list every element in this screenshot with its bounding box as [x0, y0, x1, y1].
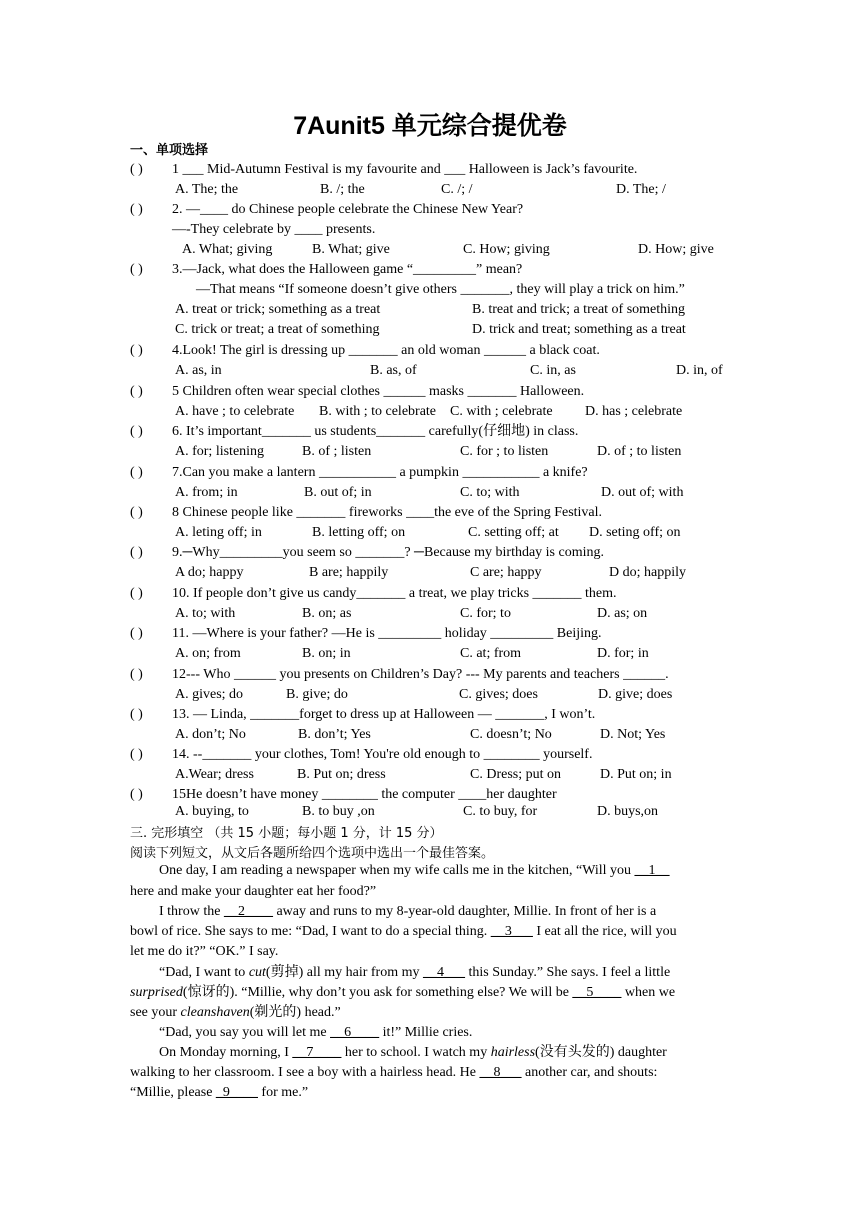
- question-subline: —-They celebrate by ____ presents.: [172, 222, 376, 237]
- option-a[interactable]: A. don’t; No: [175, 727, 246, 742]
- option-a[interactable]: A.Wear; dress: [175, 767, 254, 782]
- option-b[interactable]: B. with ; to celebrate: [319, 404, 437, 419]
- question-row: [0, 624, 860, 644]
- option-c[interactable]: C. for ; to listen: [460, 444, 549, 459]
- question-text: 14. --_______ your clothes, Tom! You're old enough to ________ yourself.: [172, 747, 593, 762]
- question-text: 7.Can you make a lantern ___________ a pumpkin ___________ a knife?: [172, 465, 588, 480]
- option-c[interactable]: C. How; giving: [463, 242, 550, 257]
- question-text: 13. — Linda, _______forget to dress up at Halloween — _______, I won’t.: [172, 707, 596, 722]
- answer-bracket[interactable]: ( ): [130, 667, 143, 682]
- question-row: [0, 543, 860, 563]
- option-d[interactable]: D. buys,on: [597, 804, 659, 819]
- question-text: 3.—Jack, what does the Halloween game “_________” mean?: [172, 262, 523, 277]
- section-heading-single-choice: 一、单项选择: [130, 143, 209, 158]
- passage-line: walking to her classroom. I see a boy with a hairless head. He __8___ another car, and shouts:: [130, 1065, 658, 1080]
- option-a[interactable]: A. treat or trick; something as a treat: [175, 302, 381, 317]
- blank: __5____: [572, 985, 622, 1000]
- passage-line: One day, I am reading a newspaper when my wife calls me in the kitchen, “Will you __1__: [159, 863, 670, 878]
- option-a[interactable]: A. buying, to: [175, 804, 249, 819]
- question-row: [0, 260, 860, 280]
- passage-line: bowl of rice. She says to me: “Dad, I want to do a special thing. __3___ I eat all the rice, will you: [130, 924, 677, 939]
- answer-bracket[interactable]: ( ): [130, 707, 143, 722]
- blank: _9____: [215, 1085, 258, 1100]
- option-d[interactable]: D. for; in: [597, 646, 649, 661]
- question-text: 10. If people don’t give us candy_______ a treat, we play tricks _______ them.: [172, 586, 617, 601]
- option-c[interactable]: C. Dress; put on: [470, 767, 561, 782]
- option-b[interactable]: B. to buy ,on: [302, 804, 375, 819]
- question-row: [0, 503, 860, 523]
- passage-line: see your cleanshaven(剃光的) head.”: [130, 1005, 341, 1020]
- answer-bracket[interactable]: ( ): [130, 262, 143, 277]
- option-a[interactable]: A. The; the: [175, 182, 239, 197]
- question-row: [0, 745, 860, 765]
- option-b[interactable]: B. on; in: [302, 646, 351, 661]
- option-c[interactable]: C are; happy: [470, 565, 542, 580]
- option-a[interactable]: A. What; giving: [182, 242, 273, 257]
- option-c[interactable]: C. setting off; at: [468, 525, 559, 540]
- option-b[interactable]: B. don’t; Yes: [298, 727, 371, 742]
- option-b[interactable]: B. letting off; on: [312, 525, 406, 540]
- question-row: [0, 665, 860, 685]
- option-a[interactable]: A. leting off; in: [175, 525, 262, 540]
- question-subline: —That means “If someone doesn’t give others _______, they will play a trick on him.”: [196, 282, 685, 297]
- answer-bracket[interactable]: ( ): [130, 343, 143, 358]
- option-a[interactable]: A. to; with: [175, 606, 236, 621]
- option-b[interactable]: B. treat and trick; a treat of something: [472, 302, 686, 317]
- blank: __3___: [490, 924, 533, 939]
- question-row: [0, 382, 860, 402]
- answer-bracket[interactable]: ( ): [130, 747, 143, 762]
- question-row: [0, 422, 860, 442]
- question-text: 6. It’s important_______ us students_______ carefully(仔细地) in class.: [172, 424, 579, 439]
- option-d[interactable]: D. give; does: [598, 687, 673, 702]
- passage-line: I throw the __2____ away and runs to my 8-year-old daughter, Millie. In front of her is a: [159, 904, 657, 919]
- question-text: 8 Chinese people like _______ fireworks ____the eve of the Spring Festival.: [172, 505, 603, 520]
- question-text: 4.Look! The girl is dressing up _______ an old woman ______ a black coat.: [172, 343, 600, 358]
- option-b[interactable]: B. /; the: [320, 182, 365, 197]
- option-d[interactable]: D. Not; Yes: [600, 727, 666, 742]
- option-a[interactable]: A. gives; do: [175, 687, 244, 702]
- question-row: [0, 200, 860, 220]
- answer-bracket[interactable]: ( ): [130, 505, 143, 520]
- option-b[interactable]: B. as, of: [370, 363, 417, 378]
- option-d[interactable]: D. out of; with: [601, 485, 684, 500]
- passage-line: “Dad, I want to cut(剪掉) all my hair from my __4___ this Sunday.” She says. I feel a little: [159, 965, 671, 980]
- question-row: [0, 705, 860, 725]
- blank: __4___: [423, 965, 466, 980]
- question-row: [0, 785, 860, 805]
- passage-line: On Monday morning, I __7____ her to school. I watch my hairless(没有头发的) daughter: [159, 1045, 667, 1060]
- question-row: [0, 584, 860, 604]
- option-a[interactable]: A do; happy: [175, 565, 244, 580]
- option-c[interactable]: C. with ; celebrate: [450, 404, 553, 419]
- passage-line: surprised(惊讶的). “Millie, why don’t you ask for something else? We will be __5____ when we: [130, 985, 676, 1000]
- answer-bracket[interactable]: ( ): [130, 202, 143, 217]
- option-d[interactable]: D. Put on; in: [600, 767, 672, 782]
- question-text: 11. —Where is your father? —He is _________ holiday _________ Beijing.: [172, 626, 602, 641]
- passage-line: let me do it?” “OK.” I say.: [130, 944, 279, 959]
- option-c[interactable]: C. to; with: [460, 485, 520, 500]
- option-c[interactable]: C. doesn’t; No: [470, 727, 552, 742]
- answer-bracket[interactable]: ( ): [130, 424, 143, 439]
- answer-bracket[interactable]: ( ): [130, 384, 143, 399]
- option-a[interactable]: A. as, in: [175, 363, 222, 378]
- option-d[interactable]: D. How; give: [638, 242, 714, 257]
- option-d[interactable]: D. in, of: [676, 363, 723, 378]
- option-b[interactable]: B are; happily: [309, 565, 389, 580]
- blank: __1__: [634, 863, 670, 878]
- question-row: [0, 341, 860, 361]
- option-a[interactable]: A. for; listening: [175, 444, 265, 459]
- option-d[interactable]: D. as; on: [597, 606, 648, 621]
- passage-line: “Millie, please _9____ for me.”: [130, 1085, 309, 1100]
- option-c[interactable]: C. at; from: [460, 646, 522, 661]
- answer-bracket[interactable]: ( ): [130, 465, 143, 480]
- option-b[interactable]: B. Put on; dress: [297, 767, 386, 782]
- blank: __2____: [223, 904, 273, 919]
- option-b[interactable]: B. out of; in: [304, 485, 372, 500]
- blank: __6____: [330, 1025, 380, 1040]
- question-row: [0, 160, 860, 180]
- option-b[interactable]: B. What; give: [312, 242, 390, 257]
- option-b[interactable]: B. on; as: [302, 606, 352, 621]
- question-text: 1 ___ Mid-Autumn Festival is my favourite and ___ Halloween is Jack’s favourite.: [172, 162, 638, 177]
- question-text: 5 Children often wear special clothes ______ masks _______ Halloween.: [172, 384, 585, 399]
- option-b[interactable]: B. of ; listen: [302, 444, 372, 459]
- answer-bracket[interactable]: ( ): [130, 545, 143, 560]
- option-d[interactable]: D. has ; celebrate: [585, 404, 683, 419]
- option-c[interactable]: C. for; to: [460, 606, 511, 621]
- cloze-instruction: 阅读下列短文，从文后各题所给四个选项中选出一个最佳答案。: [130, 846, 495, 861]
- option-c[interactable]: C. gives; does: [459, 687, 538, 702]
- option-c[interactable]: C. /; /: [441, 182, 473, 197]
- option-c[interactable]: C. trick or treat; a treat of something: [175, 322, 380, 337]
- option-c[interactable]: C. to buy, for: [463, 804, 538, 819]
- option-d[interactable]: D. seting off; on: [589, 525, 681, 540]
- question-text: 9.─Why_________you seem so _______? ─Because my birthday is coming.: [172, 545, 604, 560]
- question-text: 12--- Who ______ you presents on Children’s Day? --- My parents and teachers ______.: [172, 667, 669, 682]
- option-a[interactable]: A. have ; to celebrate: [175, 404, 295, 419]
- question-row: [0, 463, 860, 483]
- question-text: 15He doesn’t have money ________ the computer ____her daughter: [172, 787, 557, 802]
- section-heading-cloze: 三. 完形填空 （共 15 小题；每小题 1 分，计 15 分）: [130, 826, 443, 841]
- answer-bracket[interactable]: ( ): [130, 586, 143, 601]
- option-d[interactable]: D. The; /: [616, 182, 666, 197]
- option-a[interactable]: A. on; from: [175, 646, 241, 661]
- option-d[interactable]: D. trick and treat; something as a treat: [472, 322, 686, 337]
- option-b[interactable]: B. give; do: [286, 687, 348, 702]
- answer-bracket[interactable]: ( ): [130, 787, 143, 802]
- question-text: 2. —____ do Chinese people celebrate the Chinese New Year?: [172, 202, 524, 217]
- option-a[interactable]: A. from; in: [175, 485, 238, 500]
- option-d[interactable]: D. of ; to listen: [597, 444, 682, 459]
- blank: __8___: [479, 1065, 522, 1080]
- passage-line: “Dad, you say you will let me __6____ it!” Millie cries.: [159, 1025, 473, 1040]
- answer-bracket[interactable]: ( ): [130, 162, 143, 177]
- option-d[interactable]: D do; happily: [609, 565, 686, 580]
- option-c[interactable]: C. in, as: [530, 363, 576, 378]
- answer-bracket[interactable]: ( ): [130, 626, 143, 641]
- passage-line: here and make your daughter eat her food?”: [130, 884, 377, 899]
- blank: __7____: [292, 1045, 342, 1060]
- page-title: 7Aunit5 单元综合提优卷: [293, 112, 567, 140]
